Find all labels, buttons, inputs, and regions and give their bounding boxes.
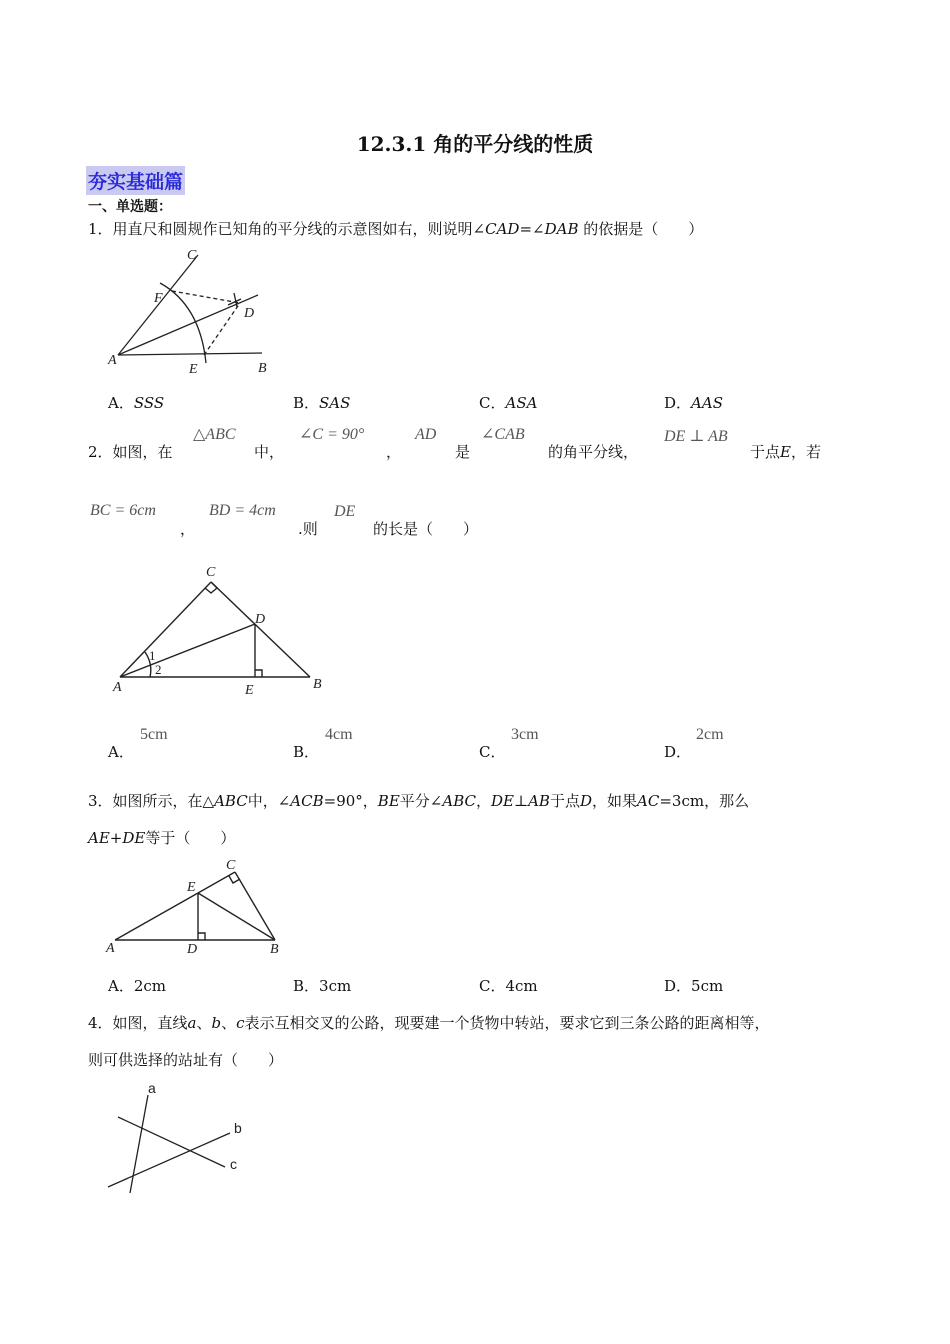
q3-bisector-be [198, 893, 275, 940]
q4-line-1: 4．如图，直线a、b、c表示互相交叉的公路，现要建一个货物中转站，要求它到三条公路的距离相等， [88, 1014, 770, 1032]
q2-math-bc: BC = 6cm [90, 502, 156, 519]
q2-math-ad: AD [415, 426, 437, 443]
q4-line-2: 则可供选择的站址有（ ） [88, 1051, 284, 1069]
q3-side-ae [115, 893, 198, 940]
q1-label-a: A [108, 353, 117, 368]
q3-side-ec [198, 872, 235, 893]
q1-option-d[interactable]: D．AAS [664, 394, 723, 412]
q3-label-d: D [187, 942, 198, 957]
section-heading: 一、单选题： [88, 199, 172, 215]
q1-option-b[interactable]: B．SAS [293, 394, 351, 412]
q2-right-angle-e [255, 670, 262, 677]
q2-option-a-letter[interactable]: A． [108, 743, 134, 761]
section-label: 夯实基础篇 [86, 166, 185, 195]
q2-prefix: 2．如图，在 [88, 443, 173, 461]
q2-figure [105, 560, 335, 700]
q2-option-d-letter[interactable]: D． [664, 743, 692, 761]
q1-option-a[interactable]: A．SSS [108, 394, 165, 412]
question-1-text [88, 218, 703, 239]
q3-label-e: E [187, 880, 196, 895]
q3-option-b[interactable]: B．3cm [293, 977, 352, 995]
q2-label-d: D [255, 612, 266, 627]
q2-option-b-letter[interactable]: B． [293, 743, 320, 761]
q1-label-f: F [154, 291, 163, 306]
q2-option-d-value: 2cm [696, 726, 724, 743]
q2-angle-1: 1 [149, 648, 156, 663]
q2-text-4: 的角平分线， [548, 443, 639, 461]
q1-text-a: 用直尺和圆规作已知角的平分线的示意图如右，则说明∠ [112, 220, 486, 238]
q2-math-de: DE [334, 503, 356, 520]
q4-label-b: b [234, 1120, 242, 1136]
q1-arc [160, 283, 206, 363]
q2-label-e: E [245, 683, 254, 698]
q2-label-c: C [206, 565, 216, 580]
q4-label-a: a [148, 1080, 156, 1096]
q3-option-a[interactable]: A．2cm [108, 977, 167, 995]
q2-text-8: 的长是（ ） [373, 520, 479, 538]
q2-math-bd: BD = 4cm [209, 502, 276, 519]
q4-road-a [130, 1095, 148, 1193]
q2-math-angle-cab: ∠CAB [481, 426, 525, 443]
q3-option-d[interactable]: D．5cm [664, 977, 724, 995]
q2-math-triangle-abc: △ABC [193, 426, 236, 443]
q2-label-b: B [313, 677, 322, 692]
q1-number: 1． [88, 220, 113, 238]
q2-option-c-value: 3cm [511, 726, 539, 743]
q4-label-c: c [230, 1156, 237, 1172]
q1-angle-dab: DAB [544, 220, 579, 238]
q3-figure [100, 855, 300, 960]
q4-figure [100, 1075, 260, 1200]
q3-line-1: 3．如图所示，在△ABC中，∠ACB=90°，BE平分∠ABC，DE⊥AB于点D，如果AC=3cm，那么 [88, 792, 750, 810]
q1-option-c[interactable]: C．ASA [479, 394, 538, 412]
q3-line-2: AE+DE等于（ ） [88, 829, 236, 847]
q2-math-angle-c: ∠C = 90° [299, 426, 365, 443]
q2-side-cb [211, 582, 310, 677]
q2-text-6: ， [180, 520, 196, 538]
q3-label-c: C [226, 858, 236, 873]
q1-label-d: D [244, 306, 255, 321]
q1-text-c: 的依据是（ ） [578, 220, 704, 238]
q1-ray-ab [118, 353, 262, 355]
q2-side-ac [120, 582, 211, 677]
q2-option-c-letter[interactable]: C． [479, 743, 506, 761]
q2-text-5: 于点E，若 [750, 443, 821, 461]
q2-angle-2: 2 [155, 662, 162, 677]
q2-text-3: 是 [455, 443, 471, 461]
q3-option-c[interactable]: C．4cm [479, 977, 538, 995]
q2-text-1: 中， [254, 443, 285, 461]
q3-right-angle-d [198, 933, 205, 940]
q1-figure [100, 245, 275, 380]
q1-text-b: =∠ [519, 220, 545, 238]
q2-option-a-value: 5cm [140, 726, 168, 743]
q3-label-a: A [106, 941, 115, 956]
page-title: 12.3.1 角的平分线的性质 [356, 132, 594, 156]
q2-label-a: A [113, 680, 122, 695]
q2-option-b-value: 4cm [325, 726, 353, 743]
q2-bisector-ad [120, 624, 255, 677]
q2-right-angle-c [205, 582, 217, 593]
q1-label-c: C [187, 248, 197, 263]
q1-label-b: B [258, 361, 267, 376]
q3-label-b: B [270, 942, 279, 957]
q3-side-cb [235, 872, 275, 940]
q2-text-2: ， [386, 443, 402, 461]
q1-angle-cad: CAD [485, 220, 520, 238]
q2-math-de-perp-ab: DE ⊥ AB [664, 428, 728, 445]
q2-text-7: .则 [298, 520, 318, 538]
q1-label-e: E [189, 362, 198, 377]
